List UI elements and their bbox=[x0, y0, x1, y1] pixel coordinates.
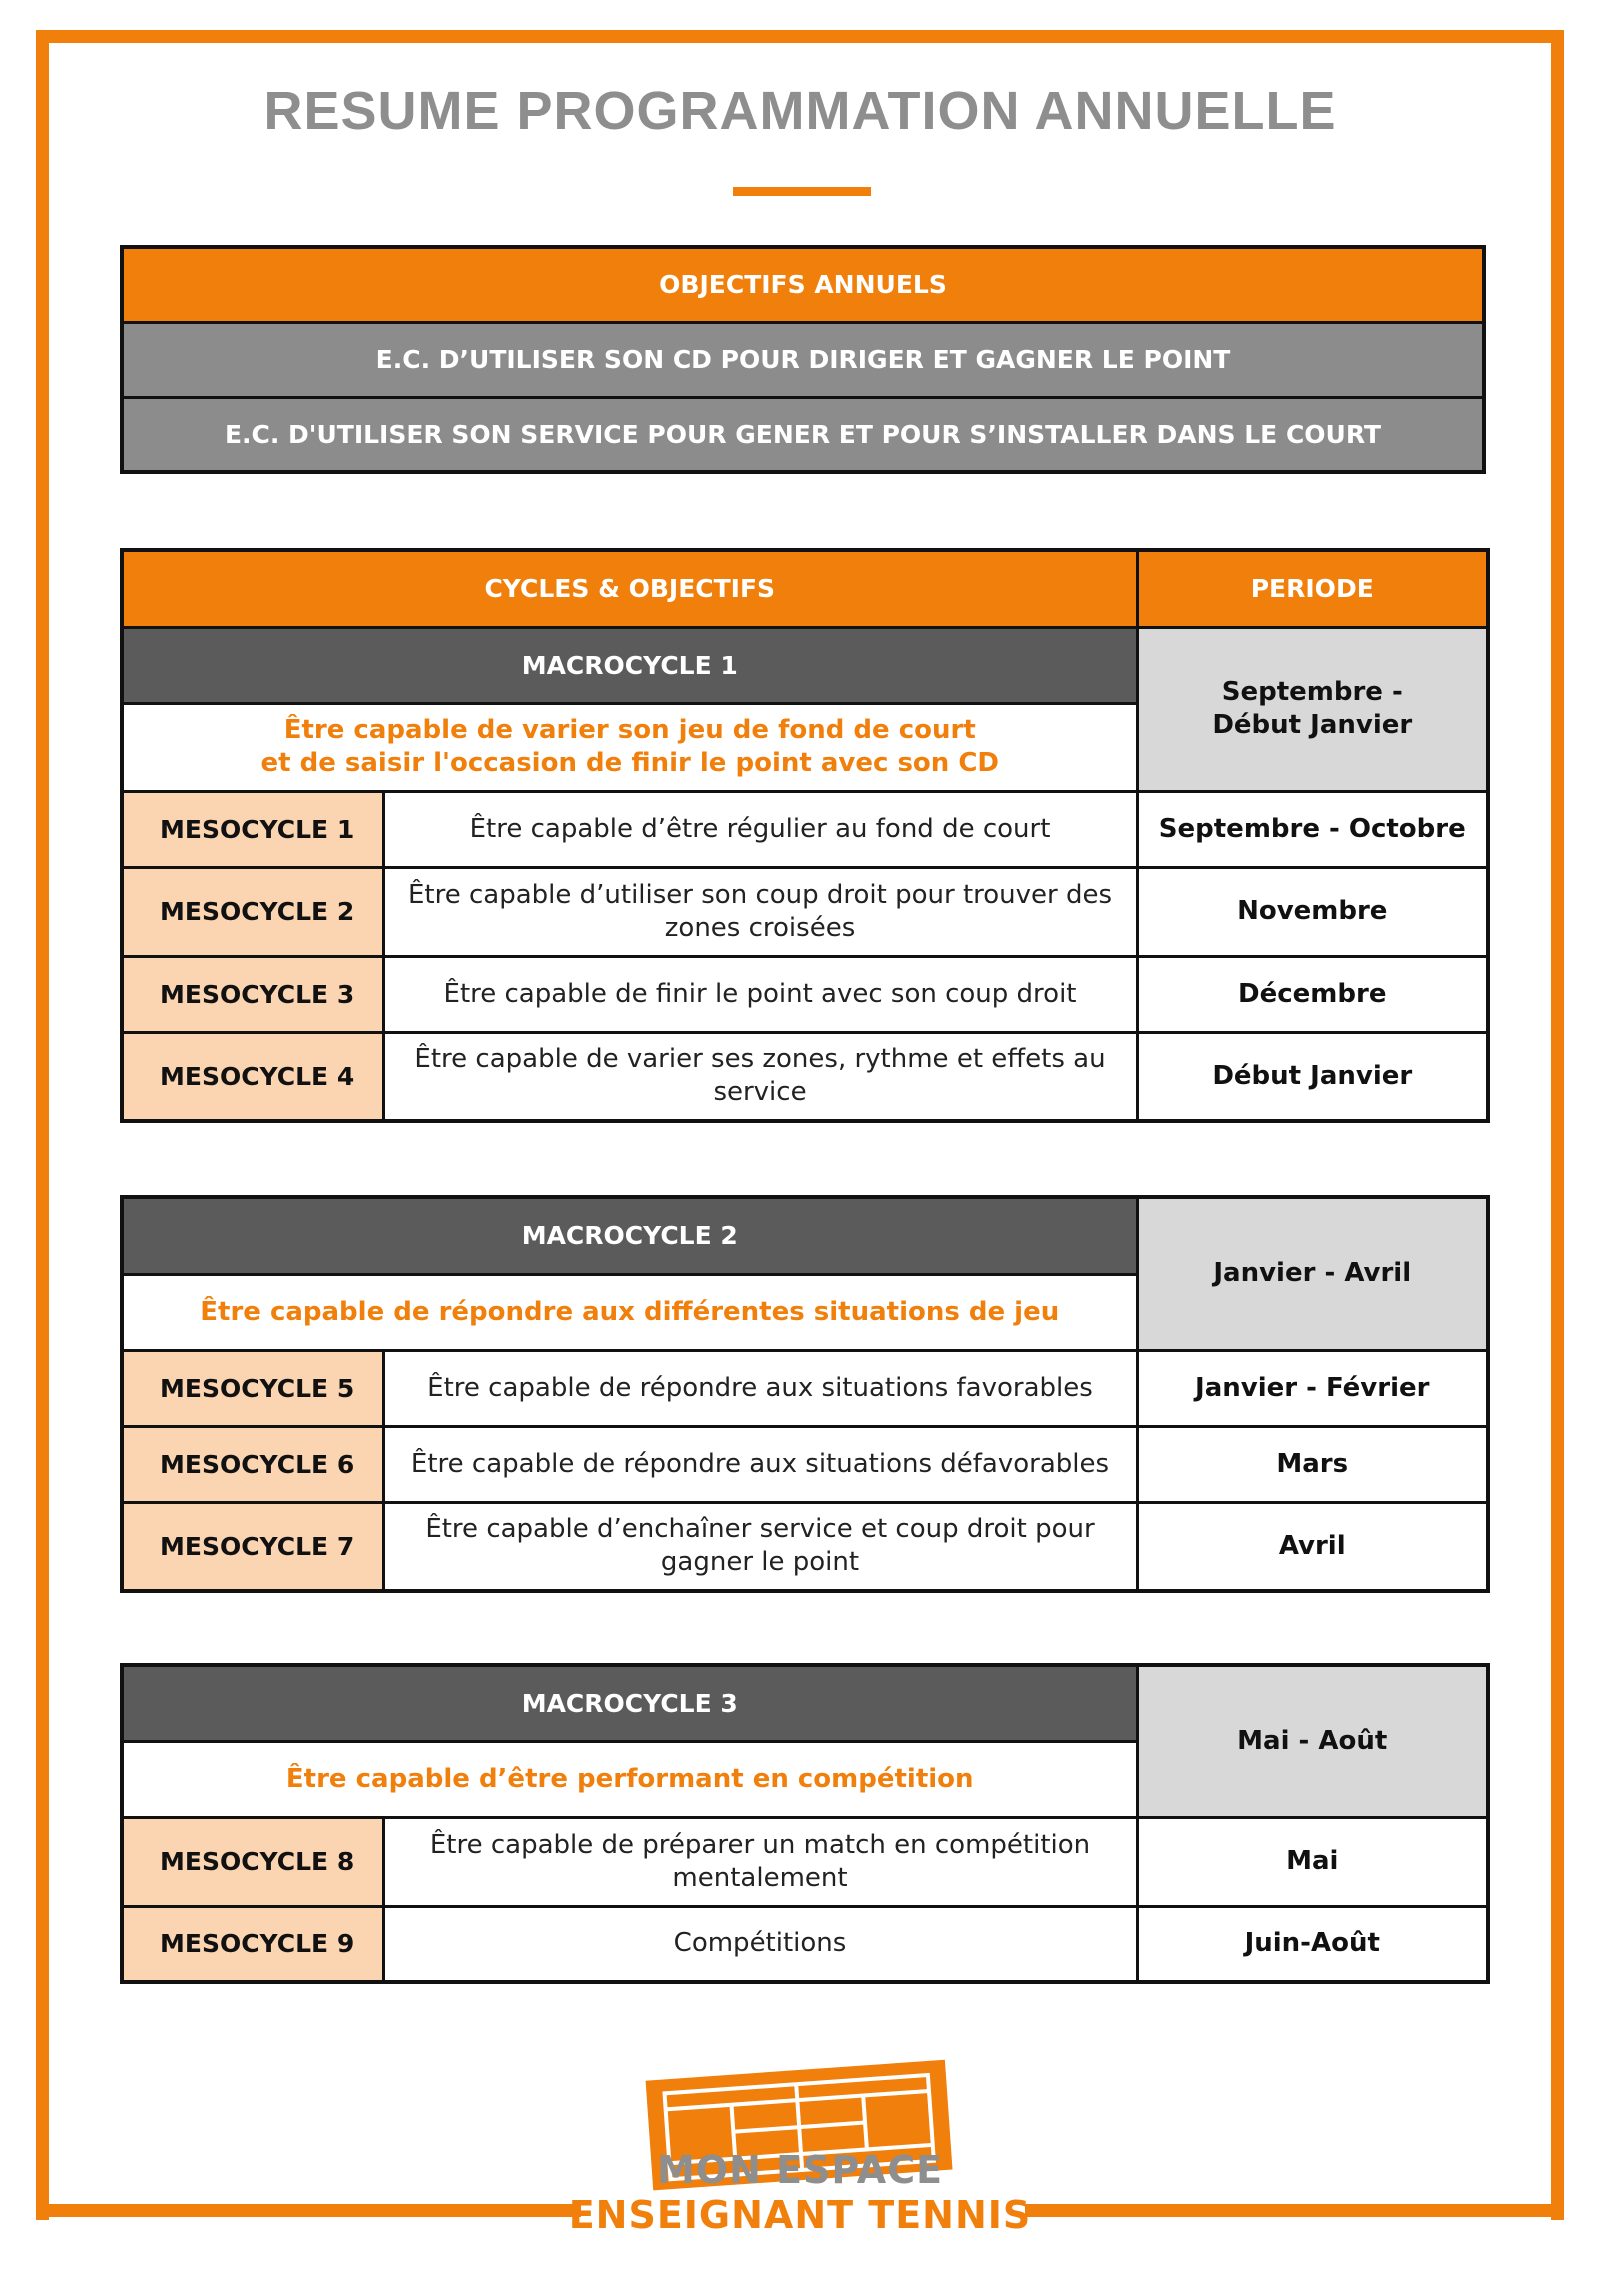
mesocycle-name: MESOCYCLE 4 bbox=[122, 1032, 383, 1121]
period-header: PERIODE bbox=[1137, 550, 1488, 627]
cycles-header: CYCLES & OBJECTIFS bbox=[122, 550, 1137, 627]
macrocycle-goal-line: et de saisir l'occasion de finir le point avec son CD bbox=[260, 748, 1000, 778]
mesocycle-objective: Être capable d’être régulier au fond de court bbox=[383, 791, 1137, 867]
mesocycle-name: MESOCYCLE 6 bbox=[122, 1426, 383, 1502]
logo-text-line1: MON ESPACE bbox=[656, 2148, 944, 2192]
mesocycle-objective: Être capable de répondre aux situations défavorables bbox=[383, 1426, 1137, 1502]
annual-objectives-header: OBJECTIFS ANNUELS bbox=[122, 247, 1484, 322]
macrocycle-period-line: Début Janvier bbox=[1212, 710, 1413, 740]
mesocycle-period: Novembre bbox=[1137, 867, 1488, 956]
mesocycle-objective: Être capable de préparer un match en compétition mentalement bbox=[383, 1817, 1137, 1906]
mesocycle-name: MESOCYCLE 2 bbox=[122, 867, 383, 956]
mesocycle-name: MESOCYCLE 3 bbox=[122, 956, 383, 1032]
mesocycle-period: Décembre bbox=[1137, 956, 1488, 1032]
macrocycle-title: MACROCYCLE 1 bbox=[122, 627, 1137, 703]
mesocycle-objective: Être capable d’enchaîner service et coup droit pour gagner le point bbox=[383, 1502, 1137, 1591]
mesocycle-name: MESOCYCLE 5 bbox=[122, 1350, 383, 1426]
macrocycle-goal: Être capable de répondre aux différentes situations de jeu bbox=[122, 1274, 1137, 1350]
macrocycle-period bbox=[1137, 627, 1488, 791]
mesocycle-name: MESOCYCLE 8 bbox=[122, 1817, 383, 1906]
page-title: RESUME PROGRAMMATION ANNUELLE bbox=[263, 81, 1337, 141]
macrocycle-period-line: Septembre - bbox=[1221, 677, 1403, 707]
mesocycle-period: Janvier - Février bbox=[1137, 1350, 1488, 1426]
mesocycle-name: MESOCYCLE 7 bbox=[122, 1502, 383, 1591]
mesocycle-period: Avril bbox=[1137, 1502, 1488, 1591]
macrocycle-period: Janvier - Avril bbox=[1137, 1197, 1488, 1350]
annual-objective: E.C. D’UTILISER SON CD POUR DIRIGER ET GAGNER LE POINT bbox=[122, 322, 1484, 397]
title-underline bbox=[733, 187, 871, 196]
macrocycle-2-table bbox=[120, 1195, 1490, 1593]
mesocycle-period: Mars bbox=[1137, 1426, 1488, 1502]
mesocycle-name: MESOCYCLE 1 bbox=[122, 791, 383, 867]
mesocycle-objective: Être capable d’utiliser son coup droit pour trouver des zones croisées bbox=[383, 867, 1137, 956]
logo-text-line2: ENSEIGNANT TENNIS bbox=[568, 2193, 1032, 2237]
macrocycle-title: MACROCYCLE 3 bbox=[122, 1665, 1137, 1741]
macrocycle-1-table bbox=[120, 548, 1490, 1123]
macrocycle-goal: Être capable d’être performant en compétition bbox=[122, 1741, 1137, 1817]
macrocycle-goal-line: Être capable de varier son jeu de fond de court bbox=[283, 715, 976, 745]
mesocycle-objective: Être capable de varier ses zones, rythme et effets au service bbox=[383, 1032, 1137, 1121]
mesocycle-period: Mai bbox=[1137, 1817, 1488, 1906]
mesocycle-period: Juin-Août bbox=[1137, 1906, 1488, 1982]
mesocycle-name: MESOCYCLE 9 bbox=[122, 1906, 383, 1982]
macrocycle-period: Mai - Août bbox=[1137, 1665, 1488, 1817]
mesocycle-objective: Être capable de répondre aux situations favorables bbox=[383, 1350, 1137, 1426]
annual-objectives-table bbox=[120, 245, 1486, 474]
macrocycle-title: MACROCYCLE 2 bbox=[122, 1197, 1137, 1274]
annual-objective: E.C. D'UTILISER SON SERVICE POUR GENER ET POUR S’INSTALLER DANS LE COURT bbox=[122, 397, 1484, 472]
macrocycle-3-table bbox=[120, 1663, 1490, 1984]
mesocycle-period: Septembre - Octobre bbox=[1137, 791, 1488, 867]
mesocycle-objective: Compétitions bbox=[383, 1906, 1137, 1982]
macrocycle-goal bbox=[122, 703, 1137, 791]
mesocycle-objective: Être capable de finir le point avec son coup droit bbox=[383, 956, 1137, 1032]
mesocycle-period: Début Janvier bbox=[1137, 1032, 1488, 1121]
